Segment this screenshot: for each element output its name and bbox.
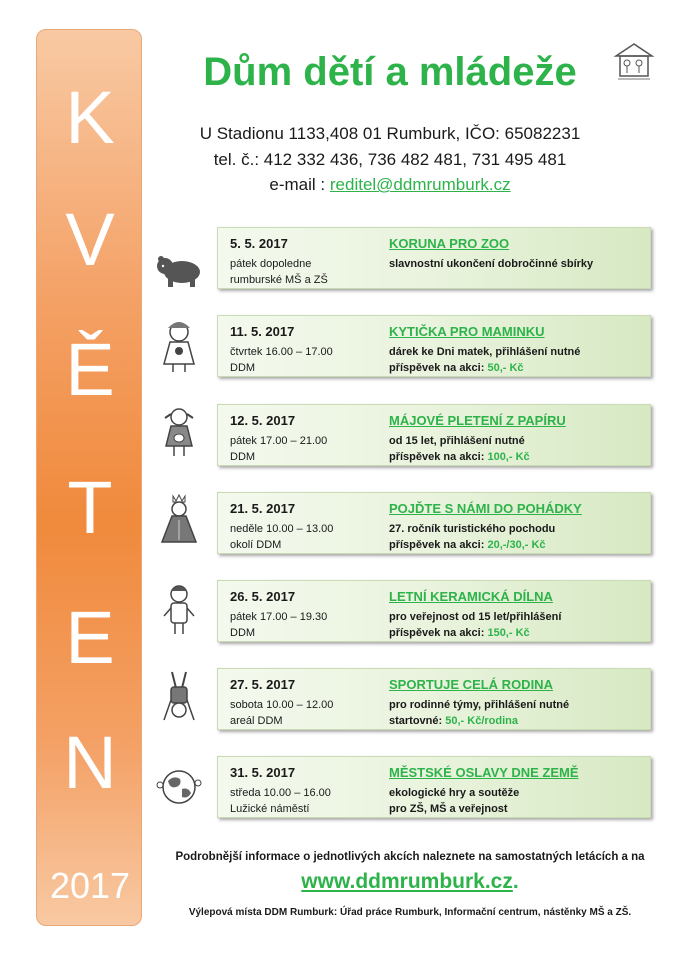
girl-with-basket-icon [154,404,204,460]
event-place: areál DDM [230,715,283,727]
event-time: pátek 17.00 – 19.30 [230,611,328,623]
event-card [217,404,651,466]
event-place: DDM [230,451,256,463]
event-card [217,492,651,554]
event-time: čtvrtek 16.00 – 17.00 [230,346,333,358]
event-time: neděle 10.00 – 13.00 [230,523,334,535]
event-date: 31. 5. 2017 [230,765,296,780]
price-value: 150,- Kč [487,627,530,639]
girl-with-flowers-icon [154,318,204,374]
ddm-house-logo-icon [612,40,656,82]
event-title: MÁJOVÉ PLETENÍ Z PAPÍRU [389,413,566,428]
event-price-line [389,715,518,727]
event-card [217,227,651,289]
event-time: pátek dopoledne [230,258,312,270]
event-place: DDM [230,627,256,639]
price-label: příspěvek na akci: [389,362,488,374]
price-value: 20,-/30,- Kč [487,539,546,551]
princess-icon [154,492,204,548]
event-time: sobota 10.00 – 12.00 [230,699,334,711]
month-sidebar [36,29,142,926]
bear-icon [154,240,204,296]
month-letter: T [67,466,113,549]
year-label: 2017 [49,865,131,906]
event-description: dárek ke Dni matek, přihlášení nutné [389,346,581,358]
event-date: 27. 5. 2017 [230,677,296,692]
event-title: LETNÍ KERAMICKÁ DÍLNA [389,589,553,604]
event-title: MĚSTSKÉ OSLAVY DNE ZEMĚ [389,765,579,780]
month-letter: V [65,198,115,281]
price-value: 50,- Kč/rodina [445,715,518,727]
phone-line: tel. č.: 412 332 436, 736 482 481, 731 495 481 [213,150,567,169]
price-label: příspěvek na akci: [389,539,488,551]
event-title: POJĎTE S NÁMI DO POHÁDKY [389,501,582,516]
event-card [217,668,651,730]
event-date: 11. 5. 2017 [230,324,295,339]
footer-url-line [160,870,660,894]
event-price-line [389,627,530,639]
event-title: KYTIČKA PRO MAMINKU [389,324,545,339]
month-letter: K [65,76,115,159]
event-price-line [389,539,546,551]
child-icon [154,582,204,638]
footer-places: Výlepová místa DDM Rumburk: Úřad práce Rumburk, Informační centrum, nástěnky MŠ a ZŠ. [188,907,632,918]
event-audience: pro ZŠ, MŠ a veřejnost [389,803,508,815]
price-label: příspěvek na akci: [389,451,488,463]
email-line [160,173,620,197]
price-label: startovné: [389,715,446,727]
event-description: slavnostní ukončení dobročinné sbírky [389,258,594,270]
event-title: KORUNA PRO ZOO [389,236,510,251]
event-description: ekologické hry a soutěže [389,787,520,799]
event-date: 21. 5. 2017 [230,501,296,516]
event-place: rumburské MŠ a ZŠ [230,274,328,286]
event-date: 5. 5. 2017 [230,236,288,251]
event-price-line [389,451,530,463]
event-card [217,580,651,642]
event-card [217,315,651,377]
event-description: 27. ročník turistického pochodu [389,523,556,535]
price-label: příspěvek na akci: [389,627,488,639]
event-title: SPORTUJE CELÁ RODINA [389,677,553,692]
earth-globe-icon [154,759,204,815]
event-card [217,756,651,818]
event-place: okolí DDM [230,539,282,551]
footer-info: Podrobnější informace o jednotlivých akcích naleznete na samostatných letácích a na [175,851,645,863]
email-link[interactable]: reditel@ddmrumburk.cz [329,175,511,194]
month-letter: E [65,596,115,679]
event-price-line [389,362,524,374]
event-place: DDM [230,362,256,374]
event-date: 26. 5. 2017 [230,589,296,604]
url-suffix: . [512,870,519,893]
price-value: 50,- Kč [487,362,524,374]
website-link[interactable]: www.ddmrumburk.cz [301,870,513,893]
address-line: U Stadionu 1133,408 01 Rumburk, IČO: 65082231 [199,124,581,143]
event-time: středa 10.00 – 16.00 [230,787,331,799]
event-description: pro veřejnost od 15 let/přihlášení [389,611,562,623]
event-description: pro rodinné týmy, přihlášení nutné [389,699,570,711]
event-description: od 15 let, přihlášení nutné [389,435,525,447]
event-place: Lužické náměstí [230,803,310,815]
month-letter: N [63,721,117,804]
price-value: 100,- Kč [487,451,530,463]
event-date: 12. 5. 2017 [230,413,296,428]
event-time: pátek 17.00 – 21.00 [230,435,328,447]
email-label: e-mail : [269,175,326,194]
month-letter: Ě [65,328,115,411]
handstand-child-icon [154,668,204,724]
org-title: Dům dětí a mládeže [203,50,577,94]
